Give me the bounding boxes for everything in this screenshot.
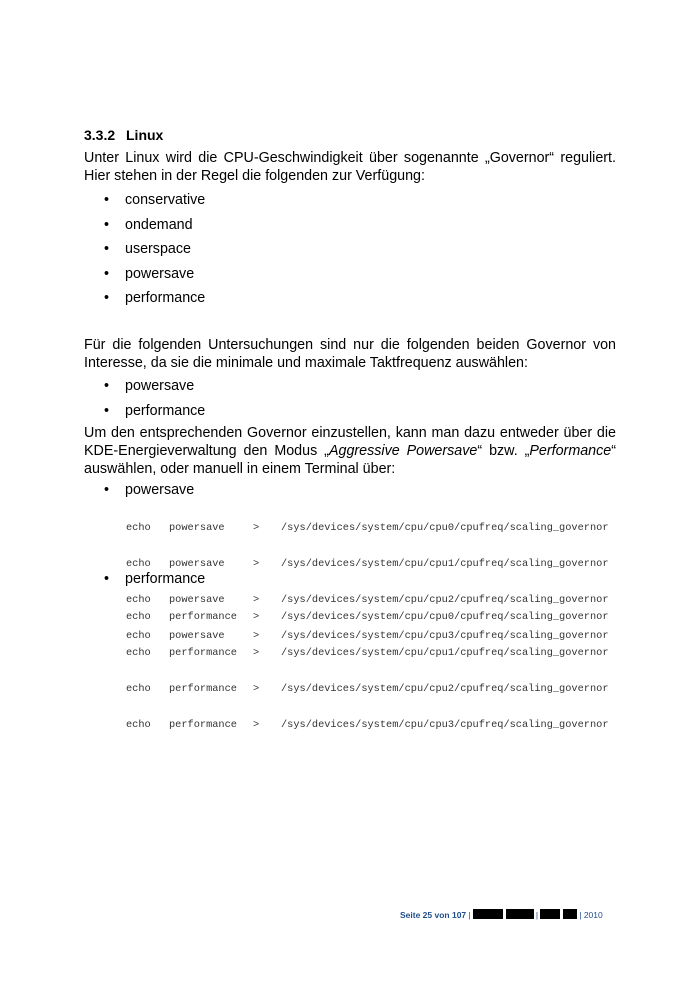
- code-operator: >: [253, 522, 260, 534]
- code-path: /sys/devices/system/cpu/cpu0/cpufreq/scaling_governor: [281, 611, 609, 623]
- paragraph-governor-interest: [84, 336, 616, 372]
- code-path: /sys/devices/system/cpu/cpu3/cpufreq/scaling_governor: [281, 630, 609, 642]
- paragraph-set-governor: [84, 424, 616, 478]
- footer-separator: |: [468, 910, 471, 920]
- code-path: /sys/devices/system/cpu/cpu2/cpufreq/scaling_governor: [281, 683, 609, 695]
- intro-paragraph: [84, 149, 616, 185]
- list-item-label: powersave: [125, 378, 195, 394]
- list-item: [104, 191, 205, 209]
- code-command: echo: [126, 630, 151, 642]
- code-operator: >: [253, 630, 260, 642]
- code-line: [126, 611, 609, 623]
- list-item: [104, 402, 205, 420]
- list-item: [104, 377, 194, 395]
- bullet-icon: •: [104, 217, 110, 233]
- paragraph-line-2: Interesse, da sie die minimale und maximale Taktfrequenz auswählen:: [84, 355, 528, 371]
- code-command: echo: [126, 647, 151, 659]
- list-item: [104, 289, 205, 307]
- section-heading: [84, 127, 163, 143]
- code-value: performance: [169, 683, 237, 695]
- text-span: “: [611, 443, 617, 459]
- list-item: [104, 216, 193, 234]
- code-command: echo: [126, 522, 151, 534]
- code-line: [126, 683, 609, 695]
- code-line: [126, 647, 609, 659]
- code-value: powersave: [169, 558, 225, 570]
- mode-aggressive-powersave: Aggressive Powersave: [328, 443, 478, 459]
- code-path: /sys/devices/system/cpu/cpu1/cpufreq/scaling_governor: [281, 558, 609, 570]
- paragraph-line-2: [84, 442, 616, 460]
- list-item: [104, 240, 191, 258]
- paragraph-line-1: Um den entsprechenden Governor einzustellen, kann man dazu entweder über die: [84, 425, 616, 441]
- code-path: /sys/devices/system/cpu/cpu3/cpufreq/scaling_governor: [281, 719, 609, 731]
- code-line: [126, 558, 609, 570]
- intro-line-2: Hier stehen in der Regel die folgenden zur Verfügung:: [84, 168, 425, 184]
- page-number: Seite 25 von 107: [400, 910, 467, 920]
- bullet-icon: •: [104, 482, 110, 498]
- code-operator: >: [253, 647, 260, 659]
- code-command: echo: [126, 558, 151, 570]
- code-value: powersave: [169, 594, 225, 606]
- code-block-label: [104, 481, 194, 499]
- code-path: /sys/devices/system/cpu/cpu2/cpufreq/scaling_governor: [281, 594, 609, 606]
- code-line: [126, 522, 609, 534]
- redaction-block: [506, 909, 534, 919]
- footer-separator: |: [579, 910, 582, 920]
- list-item-label: powersave: [125, 482, 195, 498]
- code-value: powersave: [169, 630, 225, 642]
- footer-separator: |: [535, 910, 539, 920]
- list-item-label: performance: [125, 290, 206, 306]
- code-path: /sys/devices/system/cpu/cpu1/cpufreq/scaling_governor: [281, 647, 609, 659]
- code-block-performance: [126, 587, 609, 755]
- redaction-block: [473, 909, 503, 919]
- mode-performance: Performance: [529, 443, 612, 459]
- code-line: [126, 719, 609, 731]
- code-value: performance: [169, 719, 237, 731]
- bullet-icon: •: [104, 192, 110, 208]
- code-path: /sys/devices/system/cpu/cpu0/cpufreq/scaling_governor: [281, 522, 609, 534]
- text-span: KDE-Energieverwaltung den Modus „: [84, 443, 329, 459]
- code-operator: >: [253, 558, 260, 570]
- bullet-icon: •: [104, 241, 110, 257]
- list-item-label: performance: [125, 403, 206, 419]
- list-item-label: performance: [125, 571, 206, 587]
- redaction-block: [540, 909, 560, 919]
- section-number: 3.3.2: [84, 127, 116, 143]
- code-command: echo: [126, 719, 151, 731]
- code-command: echo: [126, 611, 151, 623]
- list-item-label: conservative: [125, 192, 206, 208]
- redaction-block: [563, 909, 577, 919]
- code-value: performance: [169, 647, 237, 659]
- paragraph-line-3: auswählen, oder manuell in einem Terminal über:: [84, 461, 396, 477]
- code-value: performance: [169, 611, 237, 623]
- code-operator: >: [253, 719, 260, 731]
- paragraph-line-1: Für die folgenden Untersuchungen sind nur die folgenden beiden Governor von: [84, 337, 616, 353]
- text-span: “ bzw. „: [477, 443, 530, 459]
- bullet-icon: •: [104, 571, 110, 587]
- list-item: [104, 265, 194, 283]
- code-operator: >: [253, 611, 260, 623]
- code-value: powersave: [169, 522, 225, 534]
- bullet-icon: •: [104, 290, 110, 306]
- bullet-icon: •: [104, 266, 110, 282]
- code-block-label: [104, 570, 205, 588]
- bullet-icon: •: [104, 378, 110, 394]
- page-footer: [400, 909, 603, 920]
- list-item-label: powersave: [125, 266, 195, 282]
- intro-line-1: Unter Linux wird die CPU-Geschwindigkeit über sogenannte „Governor“ reguliert.: [84, 150, 616, 166]
- footer-year: 2010: [583, 910, 603, 920]
- list-item-label: userspace: [125, 241, 191, 257]
- code-operator: >: [253, 683, 260, 695]
- code-command: echo: [126, 594, 151, 606]
- section-title: Linux: [126, 127, 164, 143]
- code-command: echo: [126, 683, 151, 695]
- list-item-label: ondemand: [125, 217, 193, 233]
- bullet-icon: •: [104, 403, 110, 419]
- code-operator: >: [253, 594, 260, 606]
